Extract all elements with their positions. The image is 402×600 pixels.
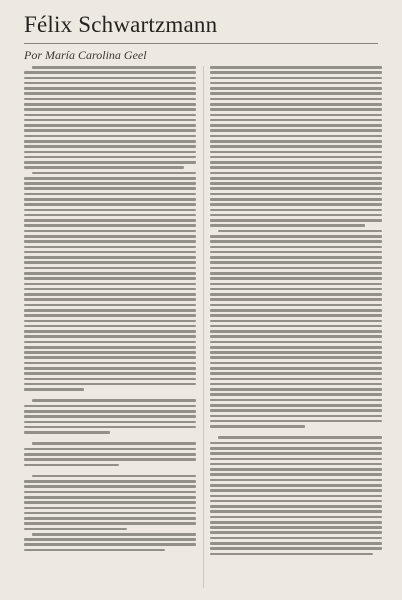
text-line (210, 235, 382, 238)
text-line (210, 293, 382, 296)
title-rule (24, 43, 378, 44)
text-line (210, 166, 382, 169)
text-line (24, 496, 196, 499)
text-line (210, 193, 382, 196)
text-line (210, 553, 373, 556)
text-line (210, 177, 382, 180)
text-line (210, 388, 382, 391)
text-line (210, 409, 382, 412)
text-line (24, 272, 196, 275)
text-line (24, 71, 196, 74)
text-line (210, 351, 382, 354)
text-line (24, 77, 196, 80)
text-line (210, 251, 382, 254)
text-line (24, 378, 196, 381)
text-line (24, 362, 196, 365)
text-line (24, 251, 196, 254)
text-line (210, 510, 382, 513)
text-line (210, 463, 382, 466)
text-line (24, 346, 196, 349)
text-line (24, 298, 196, 301)
text-line (210, 214, 382, 217)
text-line (210, 346, 382, 349)
text-line (24, 304, 196, 307)
text-line (24, 277, 196, 280)
text-line (24, 351, 196, 354)
text-line (24, 114, 196, 117)
text-line (24, 356, 196, 359)
text-line (24, 261, 196, 264)
text-line (24, 209, 196, 212)
text-line (210, 161, 382, 164)
text-line (210, 145, 382, 148)
text-line (210, 372, 382, 375)
text-line (24, 108, 196, 111)
text-line (24, 267, 196, 270)
text-line (210, 198, 382, 201)
text-line (24, 426, 196, 429)
text-line (24, 501, 196, 504)
text-line (210, 209, 382, 212)
text-line (210, 103, 382, 106)
text-line (24, 485, 196, 488)
text-line (210, 283, 382, 286)
text-line (210, 516, 382, 519)
text-line (24, 182, 196, 185)
text-line (210, 425, 305, 428)
text-line (24, 124, 196, 127)
text-line (210, 140, 382, 143)
text-line (24, 341, 196, 344)
text-line (24, 151, 196, 154)
text-line (24, 388, 84, 391)
text-line (210, 479, 382, 482)
body-column-right (210, 66, 382, 558)
text-line (210, 341, 382, 344)
text-line (24, 538, 196, 541)
text-line (24, 528, 127, 531)
text-line (24, 458, 196, 461)
article-byline: Por María Carolina Geel (24, 48, 147, 62)
text-line (210, 447, 382, 450)
text-line (24, 522, 196, 525)
text-line (24, 421, 196, 424)
text-line (210, 66, 382, 69)
text-line (210, 256, 382, 259)
text-line (210, 288, 382, 291)
text-line (24, 309, 196, 312)
text-line (24, 330, 196, 333)
text-line (210, 129, 382, 132)
text-line (32, 399, 196, 402)
text-line (24, 246, 196, 249)
text-line (210, 156, 382, 159)
text-line (210, 442, 382, 445)
text-line (24, 145, 196, 148)
text-line (210, 335, 382, 338)
text-line (210, 452, 382, 455)
text-line (24, 320, 196, 323)
text-line (24, 119, 196, 122)
text-line (210, 182, 382, 185)
text-line (24, 135, 196, 138)
text-line (210, 219, 382, 222)
text-line (210, 526, 382, 529)
text-line (210, 383, 382, 386)
text-line (210, 267, 382, 270)
text-line (24, 507, 196, 510)
text-line (210, 71, 382, 74)
text-line (24, 283, 196, 286)
text-line (24, 87, 196, 90)
text-line (24, 224, 196, 227)
text-line (24, 193, 196, 196)
text-line (218, 436, 382, 439)
text-line (24, 82, 196, 85)
text-line (210, 298, 382, 301)
text-line (24, 372, 196, 375)
text-line (210, 330, 382, 333)
text-line (210, 399, 382, 402)
text-line (24, 491, 196, 494)
text-line (210, 172, 382, 175)
text-line (24, 230, 196, 233)
text-line (218, 230, 382, 233)
text-line (24, 203, 196, 206)
text-line (24, 98, 196, 101)
text-line (32, 172, 196, 175)
text-line (24, 325, 196, 328)
text-line (210, 320, 382, 323)
text-line (24, 517, 196, 520)
text-line (210, 415, 382, 418)
text-line (24, 383, 196, 386)
text-line (210, 378, 382, 381)
text-line (210, 87, 382, 90)
text-line (210, 187, 382, 190)
text-line (24, 214, 196, 217)
text-line (210, 458, 382, 461)
text-line (210, 489, 382, 492)
text-line (210, 98, 382, 101)
text-line (24, 431, 110, 434)
text-line (32, 533, 196, 536)
column-gutter (203, 66, 204, 588)
text-line (210, 114, 382, 117)
text-line (24, 480, 196, 483)
text-line (210, 420, 382, 423)
text-line (210, 203, 382, 206)
text-line (210, 505, 382, 508)
text-line (210, 356, 382, 359)
text-line (24, 453, 196, 456)
text-line (210, 272, 382, 275)
text-line (210, 108, 382, 111)
text-line (24, 129, 196, 132)
text-line (24, 314, 196, 317)
text-line (210, 362, 382, 365)
text-line (210, 277, 382, 280)
text-line (24, 335, 196, 338)
text-line (210, 135, 382, 138)
text-line (32, 66, 196, 69)
text-line (24, 219, 196, 222)
text-line (24, 405, 196, 408)
text-line (210, 314, 382, 317)
text-line (210, 531, 382, 534)
text-line (210, 124, 382, 127)
text-line (210, 484, 382, 487)
paragraph-gap (24, 469, 196, 475)
text-line (210, 325, 382, 328)
text-line (24, 177, 196, 180)
text-line (24, 410, 196, 413)
text-line (210, 151, 382, 154)
text-line (210, 309, 382, 312)
text-line (24, 166, 184, 169)
text-line (210, 468, 382, 471)
text-line (210, 224, 365, 227)
text-line (210, 473, 382, 476)
text-line (210, 547, 382, 550)
text-line (210, 367, 382, 370)
text-line (24, 367, 196, 370)
text-line (24, 543, 196, 546)
text-line (210, 500, 382, 503)
text-line (210, 77, 382, 80)
text-line (24, 512, 196, 515)
text-line (24, 92, 196, 95)
text-line (24, 240, 196, 243)
text-line (210, 393, 382, 396)
text-line (24, 549, 165, 552)
text-line (24, 288, 196, 291)
text-line (24, 235, 196, 238)
text-line (24, 464, 119, 467)
text-line (24, 156, 196, 159)
body-column-left (24, 66, 196, 554)
text-line (210, 537, 382, 540)
text-line (24, 415, 196, 418)
text-line (24, 103, 196, 106)
text-line (210, 82, 382, 85)
text-line (210, 521, 382, 524)
article-title: Félix Schwartzmann (24, 12, 218, 37)
text-line (32, 442, 196, 445)
text-line (210, 246, 382, 249)
text-line (210, 495, 382, 498)
text-line (24, 187, 196, 190)
text-line (24, 256, 196, 259)
text-line (32, 475, 196, 478)
text-line (24, 140, 196, 143)
text-line (210, 240, 382, 243)
text-line (210, 92, 382, 95)
text-line (210, 404, 382, 407)
text-line (24, 293, 196, 296)
text-line (210, 119, 382, 122)
text-line (210, 261, 382, 264)
text-line (210, 542, 382, 545)
text-line (24, 161, 196, 164)
text-line (210, 304, 382, 307)
text-line (24, 198, 196, 201)
text-line (24, 448, 196, 451)
